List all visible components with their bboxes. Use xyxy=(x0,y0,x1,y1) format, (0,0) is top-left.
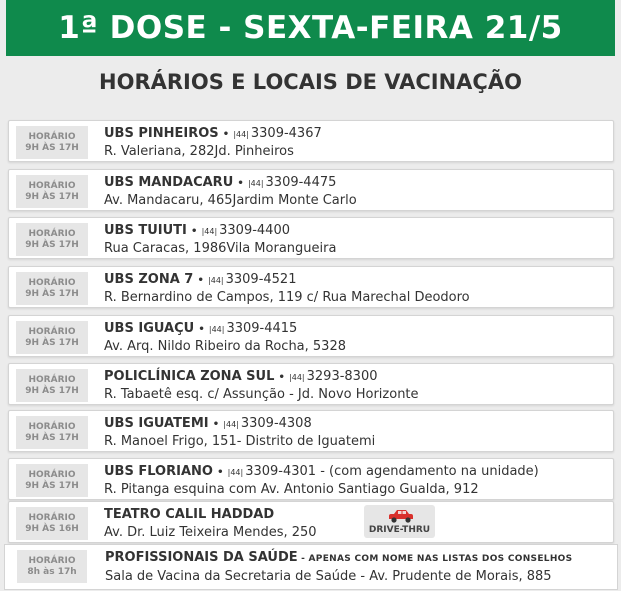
area-code: |44| xyxy=(247,179,264,188)
area-code: |44| xyxy=(227,468,244,477)
area-code: |44| xyxy=(233,130,249,139)
location-card-tuiuti xyxy=(8,217,614,259)
separator-dot: • xyxy=(217,467,224,478)
health-professionals-card xyxy=(4,544,618,590)
hours-badge: HORÁRIO 9H ÀS 17H xyxy=(16,272,88,305)
area-code: |44| xyxy=(201,227,218,236)
phone-number: 3309-4367 xyxy=(250,126,322,141)
location-card-pinheiros xyxy=(8,120,614,162)
area-code: |44| xyxy=(223,420,239,429)
location-address: Sala de Vacina da Secretaria de Saúde - Av. Prudente de Morais, 885 xyxy=(105,569,552,584)
location-card-iguatemi xyxy=(8,410,614,452)
location-name: UBS TUIUTI xyxy=(104,223,187,238)
location-address: Rua Caracas, 1986Vila Morangueira xyxy=(104,241,337,256)
location-name: UBS PINHEIROS xyxy=(104,126,219,141)
location-address: Av. Dr. Luiz Teixeira Mendes, 250 xyxy=(104,525,317,540)
location-address: R. Bernardino de Campos, 119 c/ Rua Marechal Deodoro xyxy=(104,290,470,305)
car-icon xyxy=(385,508,415,524)
location-card-policlinica xyxy=(8,363,614,405)
area-code: |44| xyxy=(208,276,224,285)
phone-number: 3309-4308 xyxy=(240,416,312,431)
phone-number: 3293-8300 xyxy=(306,369,378,384)
location-name: UBS IGUAÇU xyxy=(104,321,195,336)
location-name: UBS IGUATEMI xyxy=(104,416,209,431)
phone-number: 3309-4475 xyxy=(265,175,337,190)
separator-dot: • xyxy=(222,129,230,140)
location-address: R. Pitanga esquina com Av. Antonio Santiago Gualda, 912 xyxy=(104,482,479,497)
section-subtitle: HORÁRIOS E LOCAIS DE VACINAÇÃO xyxy=(99,70,522,94)
council-list-note: - APENAS COM NOME NAS LISTAS DOS CONSELHOS xyxy=(297,554,573,564)
hours-badge: HORÁRIO 9H ÀS 17H xyxy=(16,223,88,256)
location-address: Av. Arq. Nildo Ribeiro da Rocha, 5328 xyxy=(104,339,346,354)
area-code: |44| xyxy=(289,373,305,382)
phone-number: 3309-4415 xyxy=(226,321,298,336)
phone-number: 3309-4521 xyxy=(225,272,297,287)
location-name: UBS ZONA 7 xyxy=(104,272,194,287)
hours-badge: HORÁRIO 9H ÀS 17H xyxy=(16,175,88,208)
location-name: UBS MANDACARU xyxy=(104,175,234,190)
area-code: |44| xyxy=(208,325,225,334)
phone-number: 3309-4400 xyxy=(219,223,290,238)
separator-dot: • xyxy=(237,178,244,189)
hours-badge: HORÁRIO 9H ÀS 17H xyxy=(16,416,88,449)
location-card-zona-7 xyxy=(8,266,614,308)
location-address: R. Tabaetê esq. c/ Assunção - Jd. Novo Horizonte xyxy=(104,387,419,402)
hours-badge: HORÁRIO 9H ÀS 16H xyxy=(16,507,88,540)
location-card-floriano xyxy=(8,458,614,500)
location-address: R. Valeriana, 282Jd. Pinheiros xyxy=(104,144,294,159)
drive-thru-label: DRIVE-THRU xyxy=(368,525,431,535)
separator-dot: • xyxy=(198,324,205,335)
page-title: 1ª DOSE - SEXTA-FEIRA 21/5 xyxy=(58,10,563,46)
location-card-teatro-calil-haddad xyxy=(8,501,614,543)
hours-badge: HORÁRIO 8h às 17h xyxy=(17,550,87,583)
location-address: Av. Mandacaru, 465Jardim Monte Carlo xyxy=(104,193,357,208)
header-banner xyxy=(6,0,615,56)
location-name: UBS FLORIANO xyxy=(104,464,213,479)
phone-number: 3309-4301 xyxy=(245,464,317,479)
separator-dot: • xyxy=(278,372,285,383)
location-address: R. Manoel Frigo, 151- Distrito de Iguatemi xyxy=(104,434,376,449)
drive-thru-badge xyxy=(364,505,435,538)
location-card-iguacu xyxy=(8,315,614,357)
hours-badge: HORÁRIO 9H ÀS 17H xyxy=(16,369,88,402)
hours-badge: HORÁRIO 9H ÀS 17H xyxy=(16,321,88,354)
location-name: PROFISSIONAIS DA SAÚDE xyxy=(105,550,298,565)
separator-dot: • xyxy=(191,226,198,237)
hours-badge: HORÁRIO 9H ÀS 17H xyxy=(16,464,88,497)
hours-badge: HORÁRIO 9H ÀS 17H xyxy=(16,126,88,159)
separator-dot: • xyxy=(197,275,204,286)
location-name: TEATRO CALIL HADDAD xyxy=(104,507,275,522)
location-name: POLICLÍNICA ZONA SUL xyxy=(104,369,275,384)
scheduling-note: - (com agendamento na unidade) xyxy=(316,464,539,479)
location-card-mandacaru xyxy=(8,169,614,211)
separator-dot: • xyxy=(212,419,220,430)
